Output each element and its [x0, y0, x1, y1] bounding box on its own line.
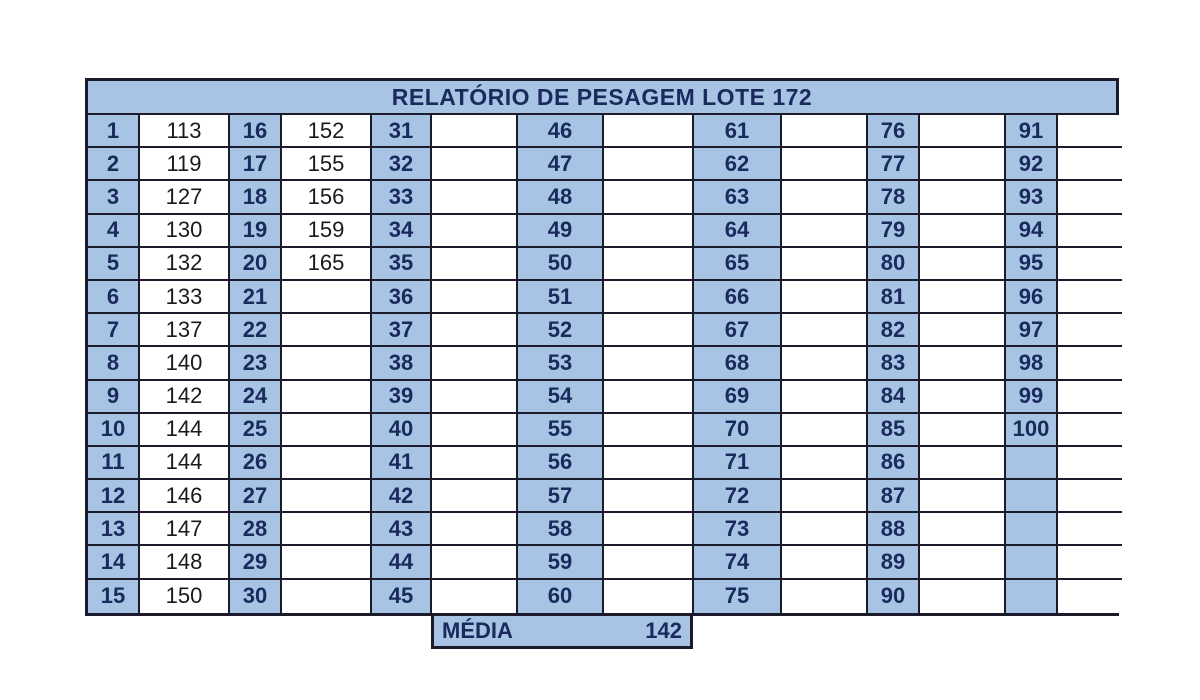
item-number-cell: 70: [694, 414, 782, 447]
weight-value-cell: [782, 381, 868, 414]
item-number-cell: 30: [230, 580, 282, 613]
weight-value-cell: [432, 414, 518, 447]
empty-number-cell: [1006, 480, 1058, 513]
weight-value-cell: 130: [140, 215, 230, 248]
weight-value-cell: [604, 115, 694, 148]
item-number-cell: 41: [372, 447, 432, 480]
weight-value-cell: [920, 215, 1006, 248]
average-label: MÉDIA: [442, 618, 513, 643]
item-number-cell: 45: [372, 580, 432, 613]
weight-value-cell: [782, 181, 868, 214]
item-number-cell: 82: [868, 314, 920, 347]
item-number-cell: 47: [518, 148, 604, 181]
item-number-cell: 27: [230, 480, 282, 513]
weighing-report-table: [85, 78, 1119, 616]
weight-value-cell: [604, 148, 694, 181]
weight-value-cell: [920, 414, 1006, 447]
weight-value-cell: [1058, 580, 1122, 613]
item-number-cell: 3: [88, 181, 140, 214]
average-value: 142: [645, 618, 682, 643]
item-number-cell: 2: [88, 148, 140, 181]
item-number-cell: 22: [230, 314, 282, 347]
weight-value-cell: [782, 447, 868, 480]
item-number-cell: 59: [518, 546, 604, 579]
item-number-cell: 19: [230, 215, 282, 248]
weight-value-cell: [282, 347, 372, 380]
weight-value-cell: [282, 314, 372, 347]
item-number-cell: 87: [868, 480, 920, 513]
item-number-cell: 18: [230, 181, 282, 214]
weight-value-cell: 113: [140, 115, 230, 148]
weight-value-cell: 119: [140, 148, 230, 181]
weights-grid: [88, 115, 1116, 613]
weight-value-cell: [604, 181, 694, 214]
weight-value-cell: [1058, 148, 1122, 181]
item-number-cell: 39: [372, 381, 432, 414]
weight-value-cell: 142: [140, 381, 230, 414]
item-number-cell: 65: [694, 248, 782, 281]
weight-value-cell: [432, 148, 518, 181]
item-number-cell: 32: [372, 148, 432, 181]
weight-value-cell: 132: [140, 248, 230, 281]
empty-number-cell: [1006, 546, 1058, 579]
item-number-cell: 26: [230, 447, 282, 480]
weight-value-cell: 155: [282, 148, 372, 181]
item-number-cell: 94: [1006, 215, 1058, 248]
item-number-cell: 73: [694, 513, 782, 546]
item-number-cell: 56: [518, 447, 604, 480]
weight-value-cell: [920, 148, 1006, 181]
item-number-cell: 85: [868, 414, 920, 447]
item-number-cell: 90: [868, 580, 920, 613]
weight-value-cell: [604, 480, 694, 513]
weight-value-cell: [432, 513, 518, 546]
weight-value-cell: 152: [282, 115, 372, 148]
weight-value-cell: 140: [140, 347, 230, 380]
item-number-cell: 7: [88, 314, 140, 347]
item-number-cell: 4: [88, 215, 140, 248]
item-number-cell: 96: [1006, 281, 1058, 314]
item-number-cell: 74: [694, 546, 782, 579]
item-number-cell: 37: [372, 314, 432, 347]
item-number-cell: 28: [230, 513, 282, 546]
item-number-cell: 8: [88, 347, 140, 380]
weight-value-cell: [920, 447, 1006, 480]
weight-value-cell: [432, 281, 518, 314]
weight-value-cell: [920, 115, 1006, 148]
item-number-cell: 62: [694, 148, 782, 181]
item-number-cell: 43: [372, 513, 432, 546]
report-title: RELATÓRIO DE PESAGEM LOTE 172: [88, 81, 1116, 115]
item-number-cell: 33: [372, 181, 432, 214]
item-number-cell: 11: [88, 447, 140, 480]
weight-value-cell: [432, 248, 518, 281]
item-number-cell: 61: [694, 115, 782, 148]
item-number-cell: 99: [1006, 381, 1058, 414]
weight-value-cell: [432, 580, 518, 613]
weight-value-cell: [282, 414, 372, 447]
item-number-cell: 20: [230, 248, 282, 281]
item-number-cell: 42: [372, 480, 432, 513]
average-box: [431, 613, 693, 649]
weight-value-cell: [1058, 381, 1122, 414]
item-number-cell: 72: [694, 480, 782, 513]
item-number-cell: 77: [868, 148, 920, 181]
weight-value-cell: 144: [140, 447, 230, 480]
item-number-cell: 24: [230, 381, 282, 414]
weight-value-cell: [920, 513, 1006, 546]
weight-value-cell: [432, 381, 518, 414]
weight-value-cell: [282, 546, 372, 579]
weight-value-cell: [782, 580, 868, 613]
weight-value-cell: [432, 215, 518, 248]
item-number-cell: 63: [694, 181, 782, 214]
weight-value-cell: 137: [140, 314, 230, 347]
weight-value-cell: [282, 513, 372, 546]
item-number-cell: 1: [88, 115, 140, 148]
item-number-cell: 53: [518, 347, 604, 380]
item-number-cell: 95: [1006, 248, 1058, 281]
weight-value-cell: [1058, 546, 1122, 579]
item-number-cell: 14: [88, 546, 140, 579]
weight-value-cell: [282, 381, 372, 414]
weight-value-cell: [782, 546, 868, 579]
item-number-cell: 83: [868, 347, 920, 380]
item-number-cell: 69: [694, 381, 782, 414]
weight-value-cell: 148: [140, 546, 230, 579]
weight-value-cell: [1058, 314, 1122, 347]
item-number-cell: 34: [372, 215, 432, 248]
item-number-cell: 66: [694, 281, 782, 314]
item-number-cell: 81: [868, 281, 920, 314]
item-number-cell: 50: [518, 248, 604, 281]
item-number-cell: 89: [868, 546, 920, 579]
weight-value-cell: [604, 414, 694, 447]
weight-value-cell: 127: [140, 181, 230, 214]
item-number-cell: 31: [372, 115, 432, 148]
weight-value-cell: [604, 447, 694, 480]
item-number-cell: 71: [694, 447, 782, 480]
item-number-cell: 80: [868, 248, 920, 281]
weight-value-cell: [282, 580, 372, 613]
item-number-cell: 12: [88, 480, 140, 513]
weight-value-cell: [1058, 347, 1122, 380]
weight-value-cell: [1058, 248, 1122, 281]
weight-value-cell: [782, 513, 868, 546]
weight-value-cell: [432, 546, 518, 579]
item-number-cell: 6: [88, 281, 140, 314]
weight-value-cell: [604, 546, 694, 579]
weight-value-cell: [782, 480, 868, 513]
weight-value-cell: [920, 546, 1006, 579]
item-number-cell: 46: [518, 115, 604, 148]
weight-value-cell: [432, 480, 518, 513]
item-number-cell: 68: [694, 347, 782, 380]
item-number-cell: 57: [518, 480, 604, 513]
weight-value-cell: [1058, 181, 1122, 214]
weight-value-cell: [604, 381, 694, 414]
item-number-cell: 35: [372, 248, 432, 281]
weight-value-cell: [920, 347, 1006, 380]
item-number-cell: 58: [518, 513, 604, 546]
weight-value-cell: 159: [282, 215, 372, 248]
weight-value-cell: [920, 480, 1006, 513]
item-number-cell: 91: [1006, 115, 1058, 148]
weight-value-cell: [782, 248, 868, 281]
empty-number-cell: [1006, 580, 1058, 613]
item-number-cell: 52: [518, 314, 604, 347]
weight-value-cell: [432, 181, 518, 214]
item-number-cell: 17: [230, 148, 282, 181]
weight-value-cell: 156: [282, 181, 372, 214]
item-number-cell: 54: [518, 381, 604, 414]
item-number-cell: 25: [230, 414, 282, 447]
weight-value-cell: [782, 414, 868, 447]
item-number-cell: 55: [518, 414, 604, 447]
item-number-cell: 98: [1006, 347, 1058, 380]
item-number-cell: 5: [88, 248, 140, 281]
weight-value-cell: [1058, 281, 1122, 314]
item-number-cell: 100: [1006, 414, 1058, 447]
weight-value-cell: [604, 281, 694, 314]
weight-value-cell: [782, 115, 868, 148]
weight-value-cell: [282, 281, 372, 314]
weight-value-cell: [782, 347, 868, 380]
item-number-cell: 60: [518, 580, 604, 613]
item-number-cell: 16: [230, 115, 282, 148]
item-number-cell: 97: [1006, 314, 1058, 347]
item-number-cell: 15: [88, 580, 140, 613]
weight-value-cell: 165: [282, 248, 372, 281]
item-number-cell: 21: [230, 281, 282, 314]
weight-value-cell: [282, 447, 372, 480]
item-number-cell: 48: [518, 181, 604, 214]
item-number-cell: 75: [694, 580, 782, 613]
weight-value-cell: [920, 181, 1006, 214]
item-number-cell: 49: [518, 215, 604, 248]
weight-value-cell: [604, 314, 694, 347]
item-number-cell: 10: [88, 414, 140, 447]
weight-value-cell: [432, 115, 518, 148]
weight-value-cell: [604, 580, 694, 613]
item-number-cell: 64: [694, 215, 782, 248]
weight-value-cell: [432, 314, 518, 347]
weight-value-cell: [604, 513, 694, 546]
weight-value-cell: [604, 248, 694, 281]
item-number-cell: 79: [868, 215, 920, 248]
item-number-cell: 40: [372, 414, 432, 447]
weight-value-cell: [782, 215, 868, 248]
weight-value-cell: [782, 314, 868, 347]
item-number-cell: 88: [868, 513, 920, 546]
weight-value-cell: [1058, 115, 1122, 148]
item-number-cell: 76: [868, 115, 920, 148]
item-number-cell: 13: [88, 513, 140, 546]
weight-value-cell: [920, 314, 1006, 347]
weight-value-cell: 147: [140, 513, 230, 546]
item-number-cell: 92: [1006, 148, 1058, 181]
item-number-cell: 78: [868, 181, 920, 214]
item-number-cell: 29: [230, 546, 282, 579]
weight-value-cell: [1058, 447, 1122, 480]
weight-value-cell: [1058, 513, 1122, 546]
item-number-cell: 51: [518, 281, 604, 314]
weight-value-cell: [782, 148, 868, 181]
empty-number-cell: [1006, 513, 1058, 546]
item-number-cell: 36: [372, 281, 432, 314]
item-number-cell: 38: [372, 347, 432, 380]
weight-value-cell: [782, 281, 868, 314]
weight-value-cell: [432, 347, 518, 380]
weight-value-cell: [920, 580, 1006, 613]
weight-value-cell: [1058, 414, 1122, 447]
weight-value-cell: [920, 248, 1006, 281]
weight-value-cell: [920, 381, 1006, 414]
item-number-cell: 23: [230, 347, 282, 380]
item-number-cell: 84: [868, 381, 920, 414]
item-number-cell: 86: [868, 447, 920, 480]
weight-value-cell: 133: [140, 281, 230, 314]
item-number-cell: 44: [372, 546, 432, 579]
weight-value-cell: 146: [140, 480, 230, 513]
weight-value-cell: [920, 281, 1006, 314]
weight-value-cell: [282, 480, 372, 513]
item-number-cell: 93: [1006, 181, 1058, 214]
weight-value-cell: 150: [140, 580, 230, 613]
item-number-cell: 9: [88, 381, 140, 414]
weight-value-cell: [432, 447, 518, 480]
empty-number-cell: [1006, 447, 1058, 480]
weight-value-cell: 144: [140, 414, 230, 447]
weight-value-cell: [1058, 480, 1122, 513]
weight-value-cell: [604, 215, 694, 248]
weight-value-cell: [1058, 215, 1122, 248]
weight-value-cell: [604, 347, 694, 380]
item-number-cell: 67: [694, 314, 782, 347]
